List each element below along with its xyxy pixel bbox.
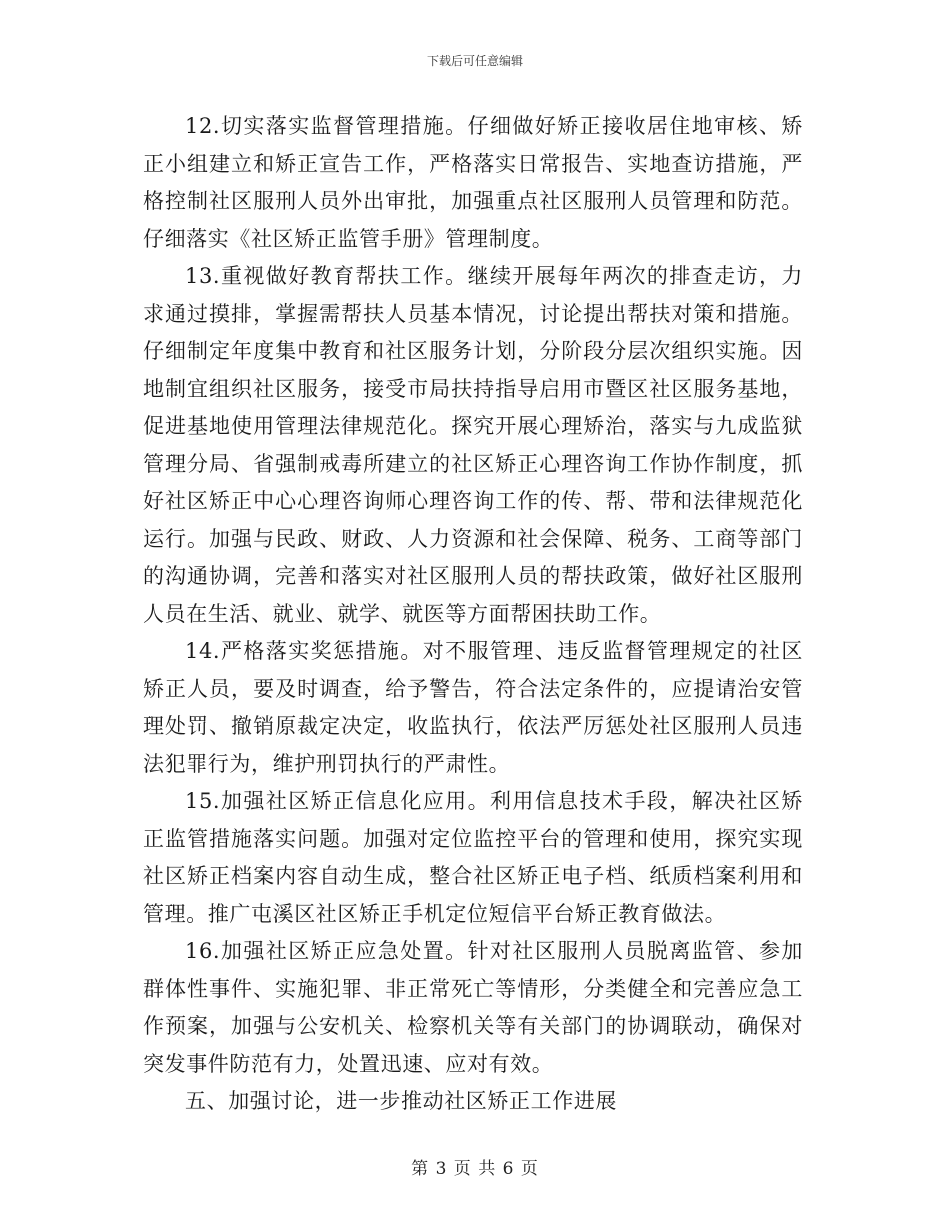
page-number: 第 3 页 共 6 页 [411, 1159, 539, 1179]
section-heading-five: 五、加强讨论，进一步推动社区矫正工作进展 [185, 1089, 617, 1113]
paragraph-item-14: 14.严格落实奖惩措施。对不服管理、违反监督管理规定的社区矫正人员，要及时调查，给予警告，符合法定条件的，应提请治安管理处罚、撤销原裁定决定，收监执行，依法严厉惩处社区服刑人员违法犯罪行为，维护刑罚执行的严肃性。 [143, 639, 803, 776]
page-header: 下载后可任意编辑 [426, 54, 523, 68]
document-body [143, 108, 803, 1121]
paragraph-item-12: 12.切实落实监督管理措施。仔细做好矫正接收居住地审核、矫正小组建立和矫正宣告工作，严格落实日常报告、实地查访措施，严格控制社区服刑人员外出审批，加强重点社区服刑人员管理和防范。仔细落实《社区矫正监管手册》管理制度。 [143, 114, 803, 251]
paragraph-item-16: 16.加强社区矫正应急处置。针对社区服刑人员脱离监管、参加群体性事件、实施犯罪、非正常死亡等情形，分类健全和完善应急工作预案，加强与公安机关、检察机关等有关部门的协调联动，确保对突发事件防范有力，处置迅速、应对有效。 [143, 939, 803, 1076]
paragraph-item-15: 15.加强社区矫正信息化应用。利用信息技术手段，解决社区矫正监管措施落实问题。加强对定位监控平台的管理和使用，探究实现社区矫正档案内容自动生成，整合社区矫正电子档、纸质档案利用和管理。推广屯溪区社区矫正手机定位短信平台矫正教育做法。 [143, 789, 803, 926]
paragraph-item-13: 13.重视做好教育帮扶工作。继续开展每年两次的排查走访，力求通过摸排，掌握需帮扶人员基本情况，讨论提出帮扶对策和措施。仔细制定年度集中教育和社区服务计划，分阶段分层次组织实施。因地制宜组织社区服务，接受市局扶持指导启用市暨区社区服务基地，促进基地使用管理法律规范化。探究开展心理矫治，落实与九成监狱管理分局、省强制戒毒所建立的社区矫正心理咨询工作协作制度，抓好社区矫正中心心理咨询师心理咨询工作的传、帮、带和法律规范化运行。加强与民政、财政、人力资源和社会保障、税务、工商等部门的沟通协调，完善和落实对社区服刑人员的帮扶政策，做好社区服刑人员在生活、就业、就学、就医等方面帮困扶助工作。 [143, 264, 803, 626]
